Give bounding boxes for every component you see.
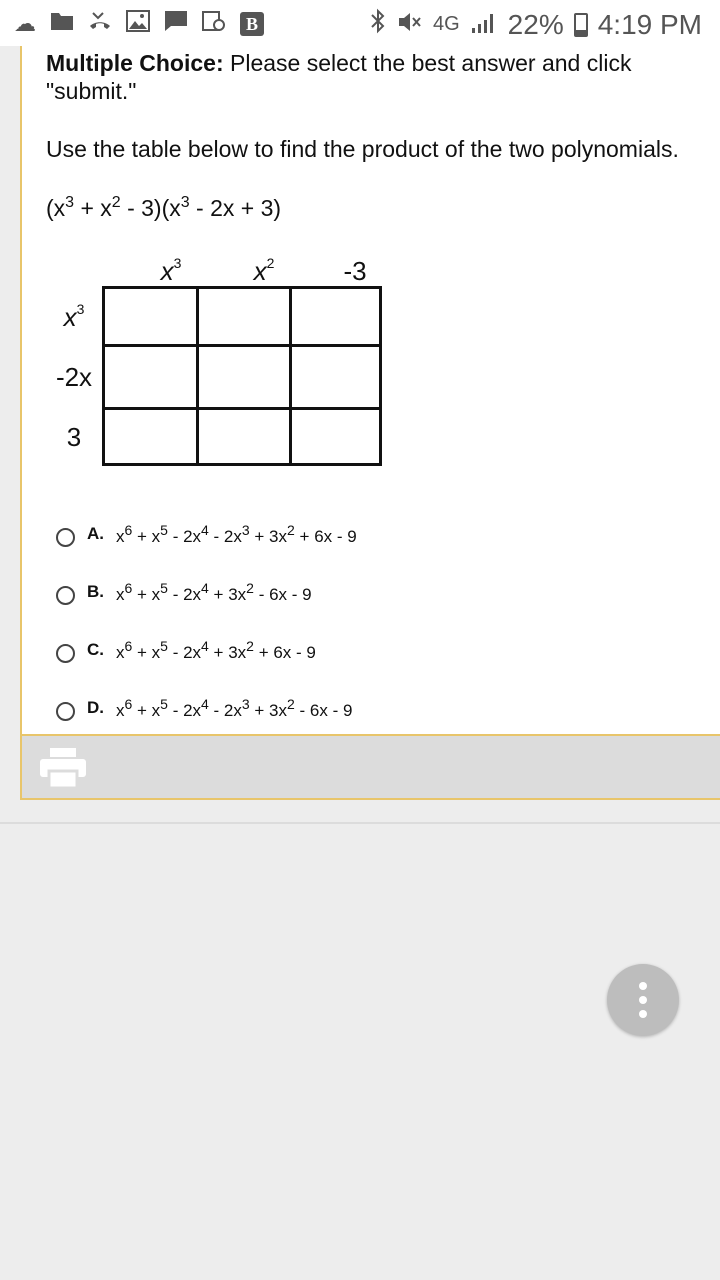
- answer-choices: [56, 508, 696, 740]
- instructions-label: Multiple Choice:: [46, 50, 224, 76]
- choice-text: $x^6 + x^5 - 2x^4 - 2x^3 + 3x^2 - 6x - 9$: [116, 696, 353, 720]
- radio-button[interactable]: [56, 702, 75, 721]
- card-footer: [22, 734, 720, 798]
- radio-button[interactable]: [56, 586, 75, 605]
- clock: 4:19 PM: [597, 8, 702, 40]
- radio-button[interactable]: [56, 644, 75, 663]
- question-prompt: Use the table below to find the product of the two polynomials.: [46, 136, 679, 162]
- row-header: $x^3$: [63, 301, 85, 332]
- battery-percent: 22%: [507, 8, 564, 40]
- notification-icons: [14, 10, 264, 38]
- row-header: 3: [66, 422, 82, 452]
- product-grid: [102, 286, 382, 466]
- calendar-icon: [202, 10, 226, 38]
- printer-icon[interactable]: [40, 748, 86, 788]
- choice-letter: A.: [87, 524, 104, 543]
- answer-choice[interactable]: [56, 682, 696, 740]
- bluetooth-icon: [369, 8, 387, 41]
- cloud-icon: ☁: [14, 11, 36, 36]
- mute-icon: [397, 9, 423, 41]
- question-card: [20, 46, 720, 800]
- row-header: -2x: [55, 362, 93, 392]
- choice-letter: C.: [87, 640, 104, 659]
- signal-icon: [470, 9, 498, 41]
- box-method-table: [46, 252, 406, 472]
- choice-text: $x^6 + x^5 - 2x^4 + 3x^2 - 6x - 9$: [116, 580, 312, 604]
- instructions-text: Please select the best answer and click "submit.": [46, 50, 632, 104]
- image-icon: [126, 10, 150, 38]
- more-menu-button[interactable]: [607, 964, 679, 1036]
- instructions: [46, 49, 706, 105]
- answer-choice[interactable]: [56, 624, 696, 682]
- battery-icon: [574, 13, 588, 37]
- network-type-label: 4G: [432, 13, 460, 35]
- system-status: [369, 8, 702, 41]
- column-header: -3: [343, 256, 367, 286]
- choice-text: $x^6 + x^5 - 2x^4 - 2x^3 + 3x^2 + 6x - 9$: [116, 522, 357, 546]
- b-app-icon: B: [240, 12, 264, 36]
- folder-icon: [50, 11, 74, 37]
- polynomial-expression: $(x^3 + x^2 - 3)(x^3 - 2x + 3)$: [46, 194, 282, 221]
- answer-choice[interactable]: [56, 508, 696, 566]
- more-vertical-icon: [639, 982, 647, 990]
- choice-letter: B.: [87, 582, 104, 601]
- radio-button[interactable]: [56, 528, 75, 547]
- choice-letter: D.: [87, 698, 104, 717]
- column-header: $x^3$: [160, 255, 182, 286]
- page-divider: [0, 822, 720, 824]
- answer-choice[interactable]: [56, 566, 696, 624]
- missed-call-icon: [88, 10, 112, 38]
- question-content: [46, 46, 706, 222]
- chat-icon: [164, 10, 188, 38]
- column-header: $x^2$: [253, 255, 275, 286]
- status-bar: [0, 0, 720, 46]
- choice-text: $x^6 + x^5 - 2x^4 + 3x^2 + 6x - 9$: [116, 638, 316, 662]
